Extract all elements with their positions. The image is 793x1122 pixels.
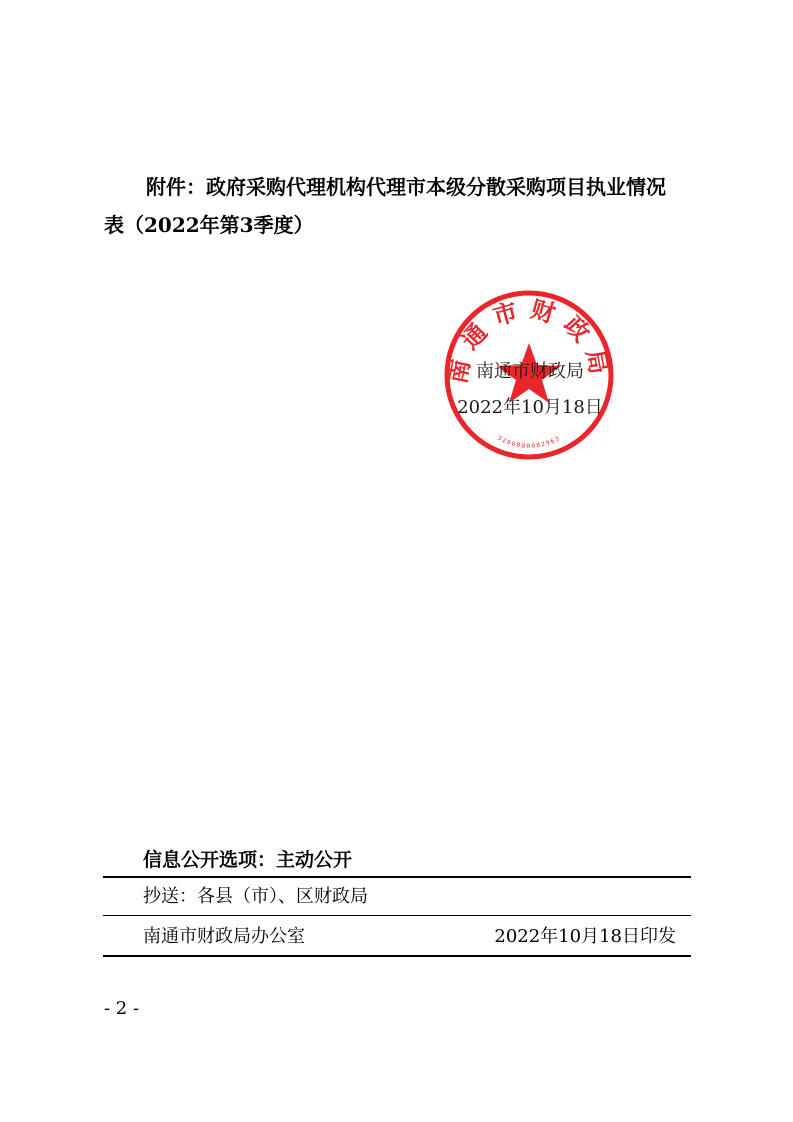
issue-date: 2022年10月18日印发 (494, 926, 676, 947)
signature-org: 南通市财政局 (476, 361, 584, 382)
divider-bottom (103, 955, 691, 957)
seal-code: 3206000002963 (496, 434, 562, 450)
divider-top (103, 876, 691, 878)
seal-text: 南通市财政局 (443, 294, 615, 387)
signature-date: 2022年10月18日 (457, 397, 603, 418)
issuing-office: 南通市财政局办公室 (143, 926, 305, 947)
page-number: - 2 - (104, 998, 140, 1019)
attachment-title-line-2: 表（2022年第3季度） (104, 213, 314, 237)
disclosure-option: 信息公开选项：主动公开 (143, 849, 353, 871)
divider-middle (103, 915, 691, 916)
attachment-title (104, 168, 694, 244)
cc-recipients: 抄送：各县（市）、区财政局 (143, 886, 368, 907)
attachment-title-line-1: 附件：政府采购代理机构代理市本级分散采购项目执业情况 (146, 175, 666, 199)
